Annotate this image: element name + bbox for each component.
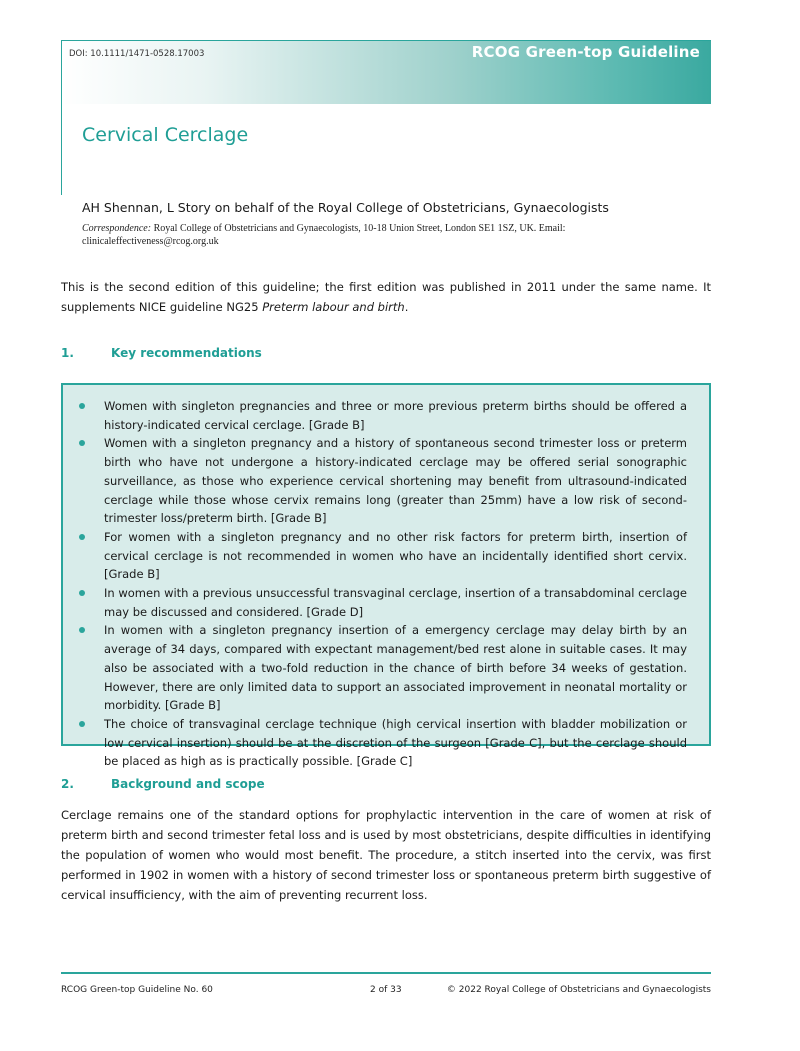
recommendation-text: Women with a singleton pregnancy and a history of spontaneous second trimester loss or preterm birth who have not undergone a history-indicated cerclage may be offered serial sonographic surveillance, as those who experience cervical shortening may benefit from ultrasound-indicated cerclage while those whose cervix remains long (greater than 25mm) have a low risk of second-trimester loss/preterm birth. [Grade B] (104, 436, 687, 526)
section-number: 1. (61, 346, 74, 360)
authors: AH Shennan, L Story on behalf of the Royal College of Obstetricians, Gynaecologists (82, 200, 609, 215)
header-rule (61, 40, 711, 41)
recommendation-text: The choice of transvaginal cerclage technique (high cervical insertion with bladder mobilization or low cervical insertion) should be at the discretion of the surgeon [Grade C], but the cerclage should be placed as high as is practically possible. [Grade C] (104, 716, 687, 769)
correspondence-label: Correspondence: (82, 223, 152, 234)
series-title: RCOG Green-top Guideline (471, 43, 700, 61)
recommendation-item (104, 397, 687, 434)
recommendation-item (104, 434, 687, 528)
recommendation-item (104, 528, 687, 584)
bullet-icon (79, 440, 85, 446)
intro-text: This is the second edition of this guideline; the first edition was published in 2011 under the same name. It supplements NICE guideline NG25 (61, 280, 711, 314)
recommendation-list (63, 385, 709, 771)
footer-rule (61, 972, 711, 974)
correspondence (82, 223, 682, 248)
doi: DOI: 10.1111/1471-0528.17003 (69, 49, 205, 59)
section-title: Key recommendations (111, 346, 262, 360)
bullet-icon (79, 590, 85, 596)
section-heading-key-recommendations (61, 346, 262, 360)
key-recommendations-box (61, 383, 711, 769)
background-paragraph: Cerclage remains one of the standard options for prophylactic intervention in the care of women at risk of preterm birth and second trimester fetal loss and is used by most obstetricians, despite difficulties in identifying the population of women who would most benefit. The procedure, a stitch inserted into the cervix, was first performed in 1902 in women with a history of second trimester loss or spontaneous preterm birth suggestive of cervical insufficiency, with the aim of preventing recurrent loss. (61, 808, 711, 902)
recommendation-text: Women with singleton pregnancies and three or more previous preterm births should be offered a history-indicated cervical cerclage. [Grade B] (104, 399, 687, 432)
recommendation-item (104, 584, 687, 621)
intro-paragraph (61, 277, 711, 317)
bullet-icon (79, 721, 85, 727)
recommendation-item (104, 621, 687, 715)
correspondence-text: Royal College of Obstetricians and Gynaecologists, 10-18 Union Street, London SE1 1SZ, UK. Email: clinicaleffectiveness@rcog.org.uk (82, 223, 566, 247)
section-title: Background and scope (111, 777, 265, 791)
bullet-icon (79, 534, 85, 540)
intro-end: . (404, 300, 409, 314)
recommendation-item (104, 715, 687, 771)
intro-italic: Preterm labour and birth (262, 300, 405, 314)
recommendation-text: For women with a singleton pregnancy and no other risk factors for preterm birth, insertion of cervical cerclage is not recommended in women who have an incidentally identified short cervix. [Grade B] (104, 529, 687, 582)
footer-guideline-number: RCOG Green-top Guideline No. 60 (61, 985, 213, 995)
recommendation-text: In women with a previous unsuccessful transvaginal cerclage, insertion of a transabdominal cerclage may be discussed and considered. [Grade D] (104, 586, 687, 619)
header-side-rule (61, 40, 62, 195)
bullet-icon (79, 403, 85, 409)
section-heading-background (61, 777, 265, 791)
section-number: 2. (61, 777, 74, 791)
recommendation-text: In women with a singleton pregnancy insertion of a emergency cerclage may delay birth by an average of 34 days, compared with expectant management/bed rest alone in suitable cases. It may also be associated with a two-fold reduction in the chance of birth before 34 weeks of gestation. However, there are only limited data to support an associated improvement in neonatal mortality or morbidity. [Grade B] (104, 623, 687, 713)
page-number: 2 of 33 (370, 985, 402, 995)
bullet-icon (79, 627, 85, 633)
footer-copyright: © 2022 Royal College of Obstetricians and Gynaecologists (446, 985, 711, 995)
page-title: Cervical Cerclage (82, 124, 249, 146)
